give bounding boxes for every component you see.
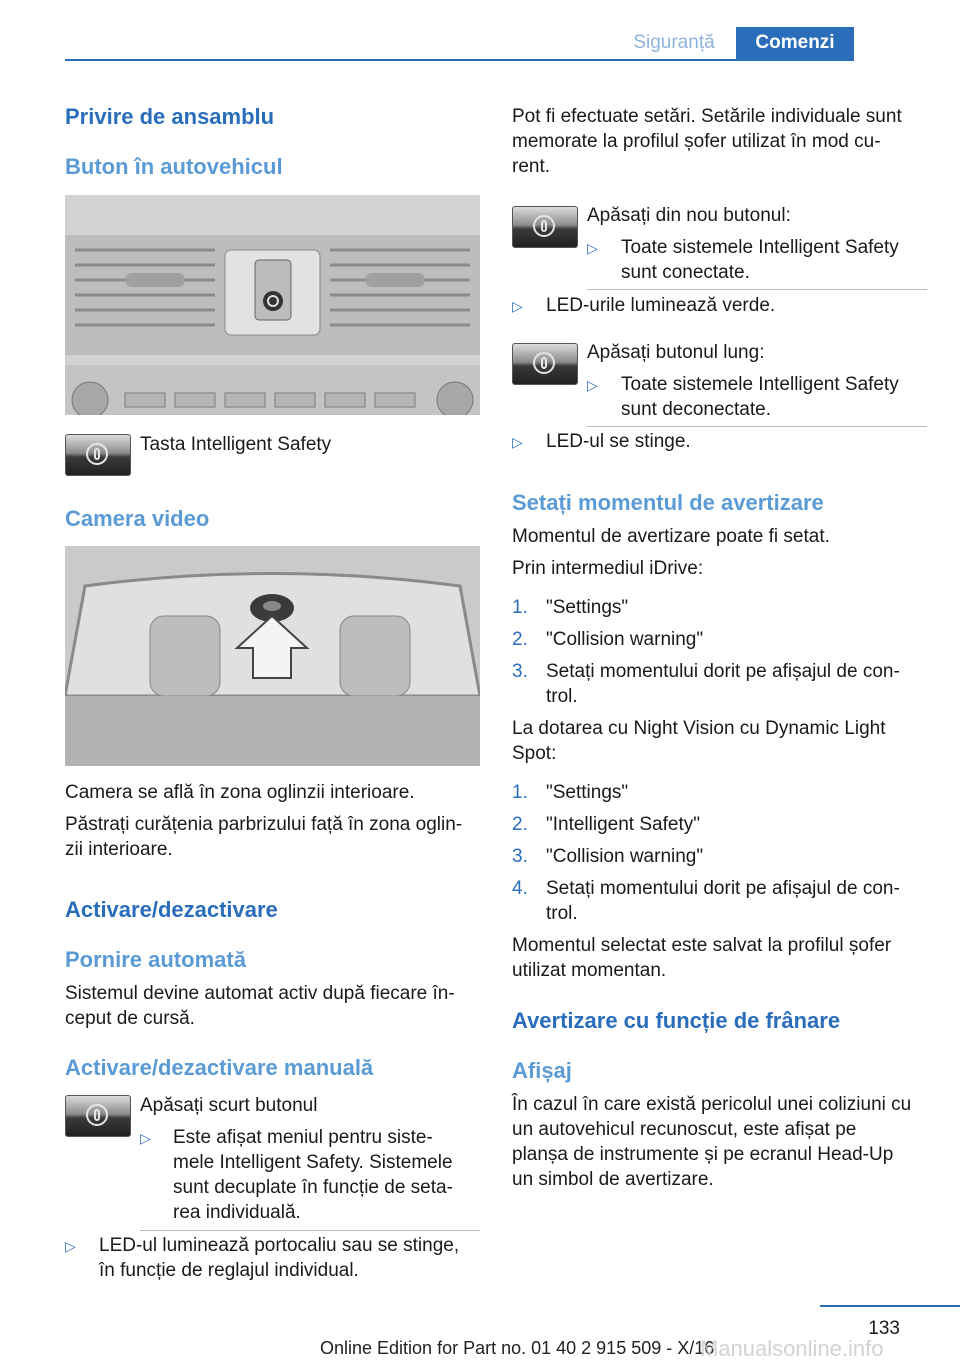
display-text-l4: un simbol de avertizare.	[512, 1169, 714, 1190]
watermark: Manualsonline.info	[700, 1336, 884, 1361]
page-number: 133	[868, 1318, 900, 1339]
list-number: 1.	[512, 782, 528, 803]
list1-item3: Setați momentului dorit pe afișajul de con‐	[546, 661, 900, 682]
list-number: 1.	[512, 597, 528, 618]
camera-drawing	[65, 546, 480, 766]
list2-item1: "Settings"	[546, 782, 629, 803]
saved-text-l1: Momentul selectat este salvat la profilul șofer	[512, 935, 892, 956]
list1-item2: "Collision warning"	[546, 629, 704, 650]
saved-text-l2: utilizat momentan.	[512, 960, 667, 981]
manual-press-text: Apăsați scurt butonul	[140, 1095, 318, 1116]
heading-display: Afișaj	[512, 1058, 572, 1083]
heading-brake-warning: Avertizare cu funcție de frânare	[512, 1008, 841, 1033]
heading-manual: Activare/dezactivare manuală	[65, 1055, 374, 1080]
press-long-text: Apăsați butonul lung:	[587, 342, 765, 363]
divider	[587, 289, 927, 290]
divider	[587, 426, 927, 427]
list-number: 2.	[512, 629, 528, 650]
button-caption: Tasta Intelligent Safety	[140, 434, 332, 455]
divider	[140, 1230, 480, 1231]
heading-button-in-vehicle: Buton în autovehicul	[65, 154, 283, 179]
list2-item4-cont: trol.	[546, 903, 578, 924]
intelligent-safety-button-icon	[65, 434, 131, 476]
display-text-l1: În cazul în care există pericolul unei coliziuni cu	[512, 1094, 912, 1115]
dashboard-drawing	[65, 195, 480, 415]
intelligent-safety-button-icon	[65, 1095, 131, 1137]
long-bullet1-l1: Toate sistemele Intelligent Safety	[621, 374, 899, 395]
list-number: 3.	[512, 846, 528, 867]
list2-item2: "Intelligent Safety"	[546, 814, 700, 835]
list-number: 2.	[512, 814, 528, 835]
tab-siguranta[interactable]: Siguranță	[633, 32, 715, 53]
auto-start-text-l1: Sistemul devine automat activ după fiecare în‐	[65, 983, 455, 1004]
night-vision-text-l2: Spot:	[512, 743, 557, 764]
manual-bullet1-l2: mele Intelligent Safety. Sistemele	[173, 1152, 453, 1173]
footer-rule	[820, 1305, 960, 1307]
heading-camera: Camera video	[65, 506, 210, 531]
bullet-triangle-icon: ▷	[140, 1130, 151, 1146]
camera-illustration	[65, 546, 480, 766]
display-text-l3: planșa de instrumente și pe ecranul Head-Up	[512, 1144, 894, 1165]
manual-bullet2-l1: LED-ul luminează portocaliu sau se stinge,	[99, 1235, 460, 1256]
press-again-text: Apăsați din nou butonul:	[587, 205, 791, 226]
again-bullet1-l1: Toate sistemele Intelligent Safety	[621, 237, 899, 258]
display-text-l2: un autovehicul recunoscut, este afișat pe	[512, 1119, 857, 1140]
edition-text: Online Edition for Part no. 01 40 2 915 509 - X/16	[320, 1338, 715, 1358]
manual-bullet2-l2: în funcție de reglajul individual.	[99, 1260, 359, 1281]
tab-comenzi[interactable]: Comenzi	[736, 27, 854, 59]
heading-auto-start: Pornire automată	[65, 947, 246, 972]
intelligent-safety-button-icon	[512, 206, 578, 248]
heading-warning-time: Setați momentul de avertizare	[512, 490, 824, 515]
long-bullet1-l2: sunt deconectate.	[621, 399, 771, 420]
heading-activate: Activare/dezactivare	[65, 897, 278, 922]
bullet-triangle-icon: ▷	[587, 377, 598, 393]
auto-start-text-l2: ceput de cursă.	[65, 1008, 195, 1029]
manual-bullet1-l3: sunt decuplate în funcție de seta‐	[173, 1177, 453, 1198]
bullet-triangle-icon: ▷	[512, 434, 523, 450]
list2-item4: Setați momentului dorit pe afișajul de con‐	[546, 878, 900, 899]
list-number: 4.	[512, 878, 528, 899]
intelligent-safety-button-icon	[512, 343, 578, 385]
dashboard-illustration	[65, 195, 480, 415]
list1-item1: "Settings"	[546, 597, 629, 618]
list-number: 3.	[512, 661, 528, 682]
again-bullet1-l2: sunt conectate.	[621, 262, 750, 283]
list2-item3: "Collision warning"	[546, 846, 704, 867]
list1-item3-cont: trol.	[546, 686, 578, 707]
bullet-triangle-icon: ▷	[587, 240, 598, 256]
warn-text2: Prin intermediul iDrive:	[512, 558, 704, 579]
intro-text-l2: memorate la profilul șofer utilizat în mod cu‐	[512, 131, 881, 152]
bullet-triangle-icon: ▷	[512, 298, 523, 314]
manual-bullet1-l1: Este afișat meniul pentru siste‐	[173, 1127, 433, 1148]
intro-text-l1: Pot fi efectuate setări. Setările individuale sunt	[512, 106, 902, 127]
camera-location-text: Camera se află în zona oglinzii interioare.	[65, 782, 415, 803]
camera-clean-text-l1: Păstrați curățenia parbrizului față în zona oglin‐	[65, 814, 463, 835]
manual-bullet1-l4: rea individuală.	[173, 1202, 301, 1223]
bullet-triangle-icon: ▷	[65, 1238, 76, 1254]
intro-text-l3: rent.	[512, 156, 551, 177]
heading-overview: Privire de ansamblu	[65, 104, 275, 129]
again-bullet2: LED-urile luminează verde.	[546, 295, 776, 316]
camera-clean-text-l2: zii interioare.	[65, 839, 173, 860]
long-bullet2: LED-ul se stinge.	[546, 431, 691, 452]
night-vision-text-l1: La dotarea cu Night Vision cu Dynamic Light	[512, 718, 886, 739]
warn-text1: Momentul de avertizare poate fi setat.	[512, 526, 830, 547]
header-rule	[65, 59, 854, 61]
